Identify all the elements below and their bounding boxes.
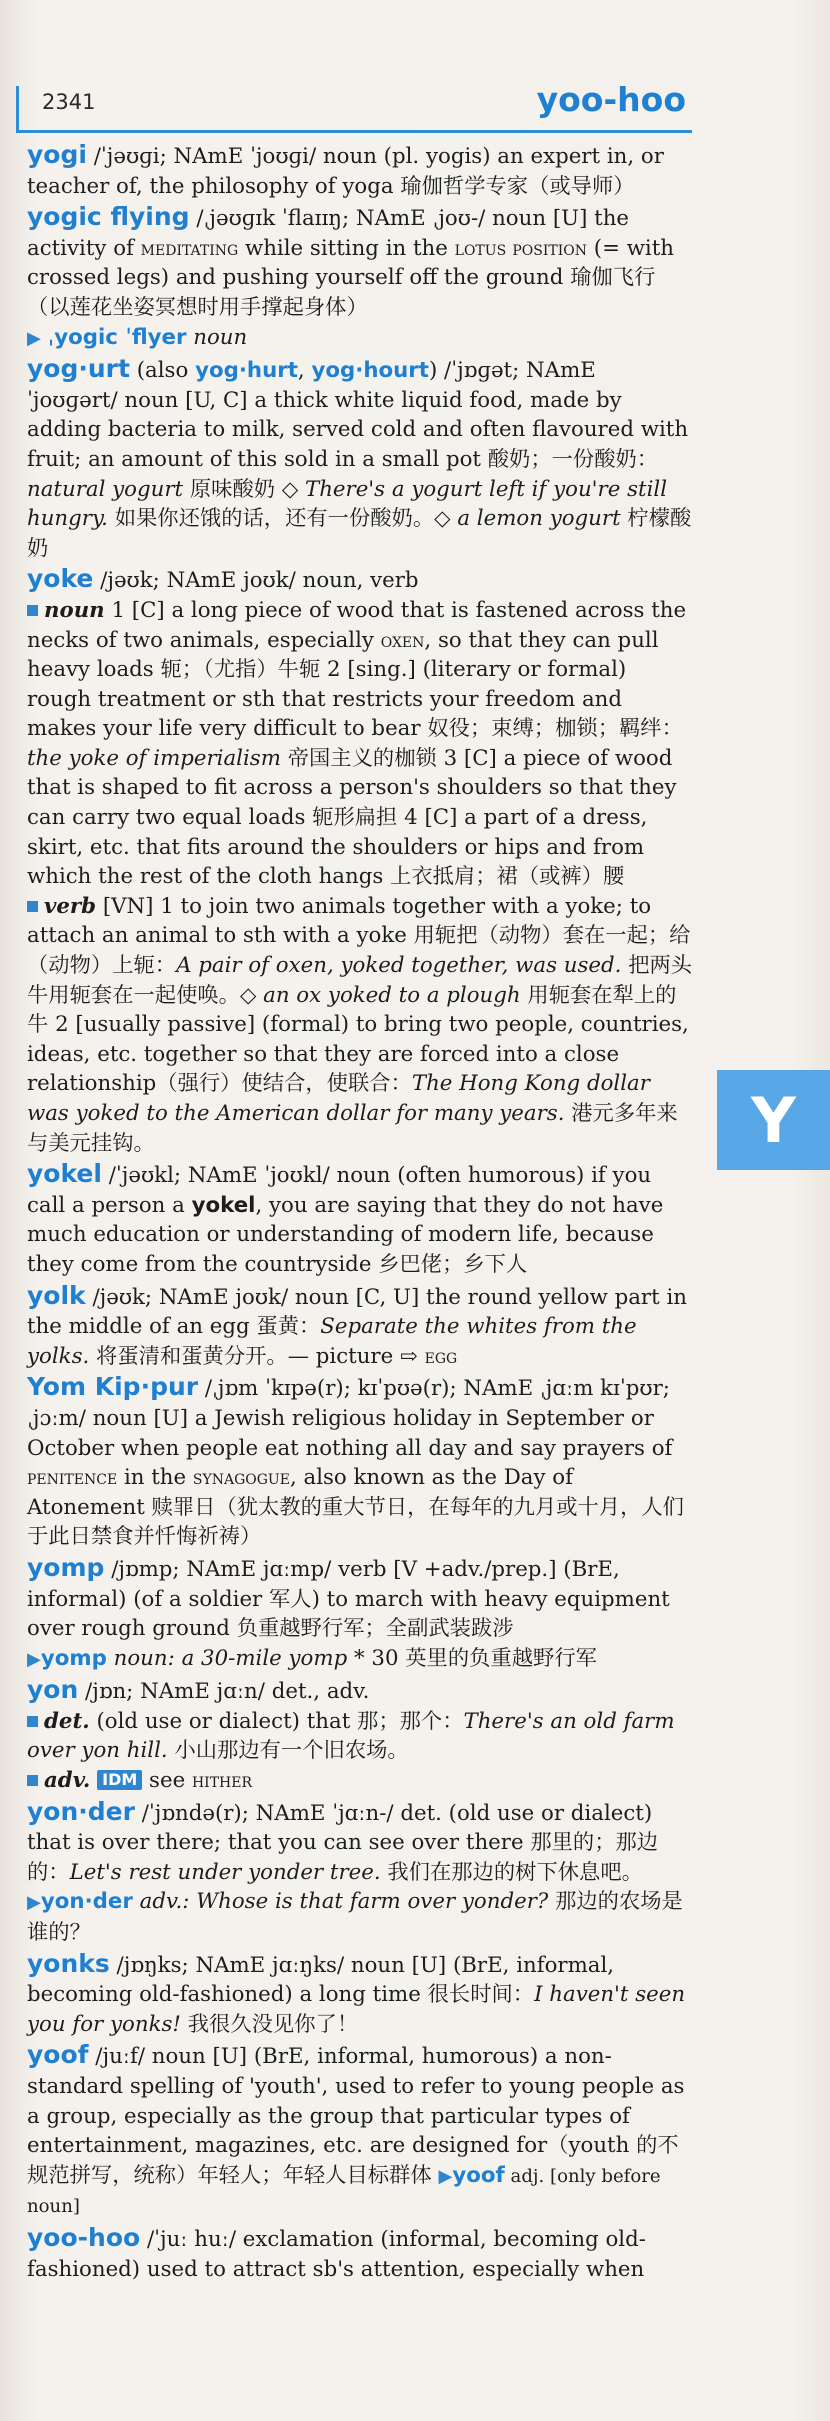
pos-label: verb [44,893,97,919]
part-of-speech: noun [186,324,248,350]
adv-sense [27,1766,693,1796]
example: a lemon yogurt [457,506,621,532]
variant-spelling: yog·hurt [195,358,298,384]
entry-text: /jɒmp; NAmE jɑːmp/ verb [V +adv./prep.] (BrE, informal) (of a soldier 军人) to march with heavy equipment over rough ground 负重越野行军；全副武装跋涉 [27,1556,670,1642]
entry-text: , you are saying that they do not have much education or understanding of modern life, because they come from the countryside 乡巴佬；乡下人 [27,1192,664,1277]
headword: yonks [27,1948,110,1978]
entry-text: [VN] 1 to join two animals together with a yoke; to attach an animal to sth with a yoke 用轭把（动物）套在一起；给（动物）上轭： [27,893,691,979]
entry-yoke [27,564,693,1158]
example: a 30-mile yomp [181,1645,348,1671]
cross-ref: hither [191,1769,253,1793]
derived-word: yomp [40,1645,107,1671]
entry-yogi [27,140,693,201]
letter-tab [717,1070,830,1170]
derived-form [27,1644,693,1675]
entry-text: 我很久没见你了！ [180,2011,359,2037]
entry-text: adj. [only before noun] [27,2165,661,2218]
entry-text: (= with crossed legs) and pushing yourself off the ground 瑜伽飞行（以莲花坐姿冥想时用手撑起身体） [27,235,675,320]
entry-yokel [27,1159,693,1279]
cross-ref: egg [424,1344,458,1368]
example: Separate the whites from the yolks. [27,1314,637,1369]
entry-yoo-hoo [27,2223,693,2284]
entry-text: 4 [C] a part of a dress, skirt, etc. that fits around the shoulders or hips and from which the rest of the cloth hangs 上衣抵肩；裙（或裤）腰 [27,805,648,890]
example: natural yogurt [27,476,184,502]
entry-text: /ˈjuː huː/ exclamation (informal, becoming old-fashioned) used to attract sb's attention, especially when [27,2226,646,2282]
example: Let's rest under yonder tree. [69,1859,381,1885]
header-rule [16,86,19,130]
entry-yom-kippur [27,1372,693,1552]
guide-word: yoo-hoo [536,80,686,119]
entry-text: /jɒŋks; NAmE jɑːŋks/ noun [U] (BrE, informal, becoming old-fashioned) a long time 很长时间： [27,1952,615,2008]
pos-label: adv. [44,1768,91,1794]
cross-ref: oxen [380,628,425,652]
entry-yon [27,1675,693,1795]
page-header [16,78,692,133]
headword: yoke [27,564,94,594]
example: The Hong Kong dollar was yoked to the American dollar for many years. [27,1071,650,1126]
derived-word: yon·der [40,1889,133,1915]
cross-ref: penitence [27,1466,118,1490]
entry-text: 那边的农场是谁的？ [27,1889,683,1946]
entry-text: (also [129,358,196,384]
example: the yoke of imperialism [27,745,281,771]
entry-text: /ˌjɒm ˈkɪpə(r); kɪˈpʊə(r); NAmE ˌjɑːm kɪˈpʊr; ˌjɔːm/ noun [U] a Jewish religious holiday in September or October when people eat nothing all day and say prayers of [27,1376,673,1461]
verb-sense [27,892,693,1158]
entry-text: 把两头牛用轭套在一起使唤。◇ [27,953,693,1008]
pos-label: noun [44,597,105,623]
cross-ref: meditating [140,236,239,260]
variant-spelling: yog·hourt [311,358,429,384]
entry-text: 2 [usually passive] (formal) to bring two people, countries, ideas, etc. together so that they are forced into a close relationship（强行）使结合，使联合： [27,1012,689,1097]
page-number: 2341 [42,90,96,114]
entry-text: * 30 英里的负重越野行军 [347,1645,597,1671]
example: A pair of oxen, yoked together, was used. [176,953,622,979]
headword: yon·der [27,1796,135,1826]
entry-text: while sitting in the [238,235,455,261]
entry-text: 小山那边有一个旧农场。 [167,1738,409,1764]
entry-text: /ˈjɒndə(r); NAmE ˈjɑːn-/ det. (old use or dialect) that is over there; that you can see over there 那里的；那边的： [27,1800,659,1885]
entry-text: 我们在那边的树下休息吧。 [380,1859,643,1885]
example: Whose is that farm over yonder? [196,1889,549,1915]
entry-text: 如果你还饿的话，还有一份酸奶。◇ [107,506,458,532]
headword: yolk [27,1280,86,1310]
entry-yonder [27,1797,693,1948]
entry-text: 2 [sing.] (literary or formal) rough treatment or sth that restricts your freedom and makes your life very difficult to bear 奴役；束缚；枷锁；羁绊： [27,657,683,742]
derived-form [27,323,693,354]
square-bullet-icon [27,1775,38,1786]
entry-text: 将蛋清和蛋黄分开。— picture ⇨ [89,1343,425,1369]
entry-text: /jəʊk; NAmE joʊk/ noun [C, U] the round yellow part in the middle of an egg 蛋黄： [27,1284,687,1340]
headword: yon [27,1675,79,1705]
entry-text: (old use or dialect) that 那；那个： [89,1708,464,1734]
entry-text: 港元多年来与美元挂钩。 [27,1101,678,1156]
example: There's an old farm over yon hill. [27,1708,675,1764]
headword: yomp [27,1552,105,1582]
entry-text: 用轭套在犁上的牛 [27,982,677,1038]
letter-tab-label: Y [751,1083,796,1157]
entry-yogurt [27,354,693,563]
triangle-arrow-icon: ▶ [438,2165,453,2187]
entry-text: , so that they can pull heavy loads 轭；（尤指）牛轭 [27,627,659,683]
det-sense [27,1707,693,1766]
example: There's a yogurt left if you're still hungry. [27,476,668,532]
derived-word: yoof [452,2162,505,2188]
pronunciation: /jɒn; NAmE jɑːn/ det., adv. [78,1679,370,1705]
bold-term: yokel [191,1192,256,1218]
example: I haven't seen you for yonks! [27,1982,686,2037]
entry-text: /ˌjəʊɡɪk ˈflaɪɪŋ; NAmE ˌjoʊ-/ noun [U] the activity of [27,206,630,261]
entry-text: ) /ˈjɒɡət; NAmE ˈjoʊɡərt/ noun [U, C] a thick white liquid food, made by adding bacteria to milk, served cold and often flavoured with fruit; an amount of this sold in a small pot 酸奶；一份酸奶： [27,358,689,472]
headword: Yom Kip·pur [27,1372,199,1402]
triangle-arrow-icon: ▶ [27,327,41,349]
entry-text: /ˈjəʊkl; NAmE ˈjoʊkl/ noun (often humorous) if you call a person a [27,1163,652,1218]
entry-text: 柠檬酸奶 [27,506,692,561]
entry-text: 3 [C] a piece of wood that is shaped to fit across a person's shoulders so that they can carry two equal loads 轭形扁担 [27,745,677,831]
example: an ox yoked to a plough [263,982,521,1008]
part-of-speech: noun: [106,1645,182,1671]
headword: yoof [27,2040,89,2070]
entry-text: 帝国主义的枷锁 [280,745,444,771]
square-bullet-icon [27,901,38,912]
entry-text: , [297,358,312,384]
idiom-badge: IDM [97,1770,142,1790]
headword: yogi [27,140,87,169]
noun-sense [27,596,693,892]
headword: yog·urt [27,354,130,384]
entries-column [27,140,693,2285]
cross-ref: lotus position [454,236,587,260]
headword: yoo-hoo [27,2222,141,2252]
square-bullet-icon [27,605,38,616]
entry-text: see [142,1768,192,1794]
entry-text: 原味酸奶 ◇ [183,476,305,502]
pos-label: det. [44,1708,90,1734]
entry-text: , also known as the Day of Atonement 赎罪日（犹太教的重大节日，在每年的九月或十月，人们于此日禁食并忏悔祈祷） [27,1465,684,1550]
headword: yokel [27,1159,102,1189]
entry-yoof [27,2040,693,2222]
entry-text: /ˈjəʊɡi; NAmE ˈjoʊɡi/ noun (pl. yogis) an expert in, or teacher of, the philosophy of yoga 瑜伽哲学专家（或导师） [27,144,664,199]
square-bullet-icon [27,1716,38,1727]
entry-text: 1 [C] a long piece of wood that is fastened across the necks of two animals, especially [27,597,687,653]
cross-ref: synagogue [192,1466,290,1490]
triangle-arrow-icon: ▶ [27,1648,41,1670]
derived-word: ˌyogic ˈflyer [47,324,187,350]
part-of-speech: adv.: [132,1889,197,1915]
entry-yolk [27,1281,693,1372]
triangle-arrow-icon: ▶ [27,1892,41,1914]
entry-yonks [27,1949,693,2040]
entry-text: /juːf/ noun [U] (BrE, informal, humorous) a non-standard spelling of 'youth', used to refer to young people as a group, especially as the group that particular types of entertainment, magazines, etc. are designed for（youth 的不规范拼写，统称）年轻人；年轻人目标群体 [27,2044,685,2188]
entry-yogic-flying [27,202,693,353]
headword: yogic flying [27,202,190,232]
entry-text: in the [117,1465,193,1491]
entry-yomp [27,1553,693,1674]
pronunciation: /jəʊk; NAmE joʊk/ noun, verb [93,568,419,594]
